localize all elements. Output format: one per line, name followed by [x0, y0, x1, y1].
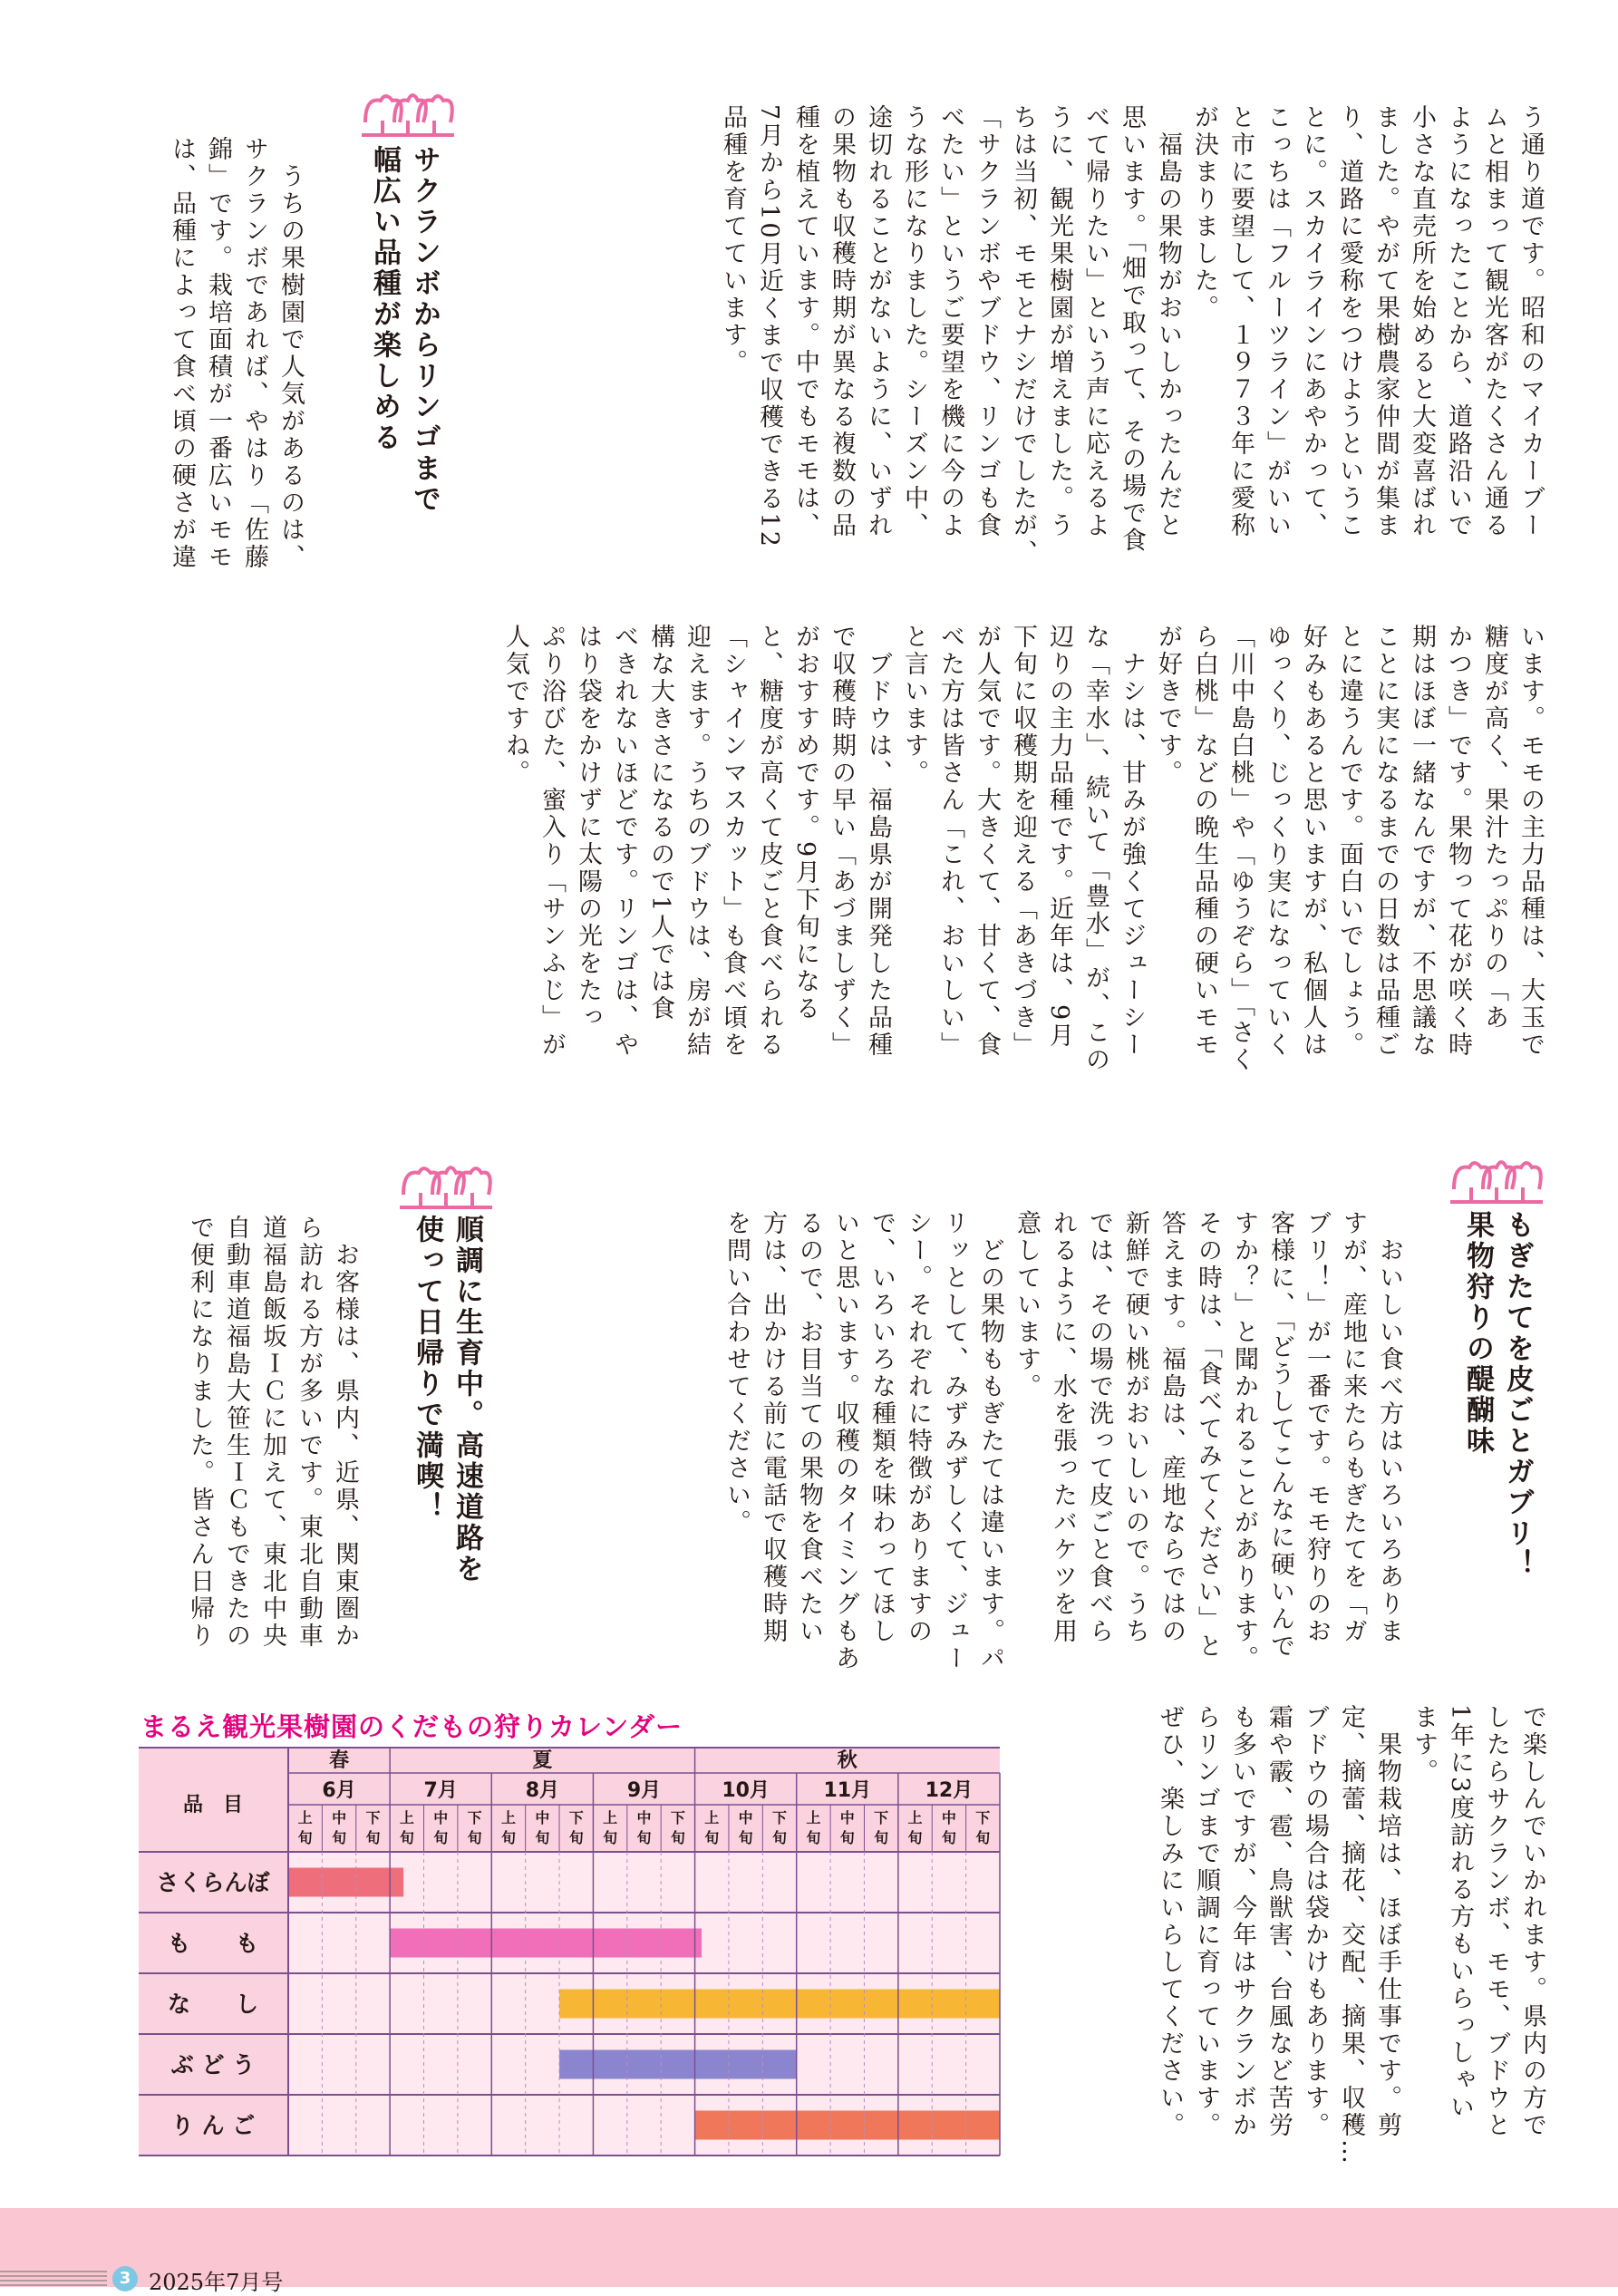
period-label: 旬: [839, 1829, 855, 1846]
harvest-bar: [559, 2050, 797, 2079]
harvest-bar: [390, 1929, 702, 1958]
issue-date: 2025年7月号: [149, 2270, 284, 2295]
period-label: 旬: [399, 1829, 414, 1846]
calendar-title: まるえ観光果樹園のくだもの狩りカレンダー: [140, 1711, 683, 1742]
period-label: 旬: [941, 1829, 956, 1846]
period-label: 旬: [806, 1829, 821, 1846]
period-label: 旬: [433, 1829, 449, 1846]
period-label: 旬: [670, 1829, 685, 1846]
period-label: 旬: [907, 1829, 923, 1846]
harvest-bar: [288, 1868, 403, 1897]
period-label: 中: [332, 1809, 347, 1826]
season-label: 夏: [532, 1749, 553, 1772]
period-label: 旬: [636, 1829, 652, 1846]
period-label: 旬: [975, 1829, 991, 1846]
article-column-6: で楽しんでいかれます。県内の方で したらサクランボ、モモ、ブドウと 1年に3度訪れる方もいらっしゃい ます。 果物栽培は、ほぼ手仕事です。剪 定、摘蕾、摘花、交配、摘果、収穫… ブドウの場合は袋かけもあります。 霜や霰、雹、鳥獣害、台風など苦労 も多いですが、今年はサクランボか らリンゴまで順調に育っています。 ぜひ、楽しみにいらしてください。: [1156, 1704, 1546, 2166]
period-label: 上: [500, 1809, 516, 1826]
period-label: 中: [535, 1809, 550, 1826]
period-label: 旬: [568, 1829, 584, 1846]
period-label: 旬: [297, 1829, 313, 1846]
page-number: 3: [112, 2266, 138, 2291]
article-column-3: います。モモの主力品種は、大玉で 糖度が高く、果汁たっぷりの「あ かつき」です。果物って花が咲く時 期はほぼ一緒なんですが、不思議な ことに実になるまでの日数は品種ご とに違うんです。面白いでしょう。 好みもあると思いますが、私個人は ゆっくり、じっくり実になっていく 「川中島白桃」や「ゆうぞら」「さく ら白桃」などの晩生品種の硬いモモ が好きです。 ナシは、甘みが強くてジューシー な「幸水」、続いて「豊水」が、この 辺りの主力品種です。近年は、9月 下旬に収穫期を迎える「あきづき」 が人気です。大きくて、甘くて、食 べた方は皆さん「これ、おいしい」 と言います。 ブドウは、福島県が開発した品種 で収穫時期の早い「あづましずく」 がおすすめです。9月下旬になる と、糖度が高くて皮ごと食べられる 「シャインマスカット」も食べ頃を 迎えます。うちのブドウは、房が結 構な大きさになるので1人では食 べきれないほどです。リンゴは、や はり袋をかけずに太陽の光をたっ ぷり浴びた、蜜入り「サンふじ」が 人気ですね。: [501, 624, 1545, 1074]
period-label: 上: [603, 1809, 618, 1826]
period-label: 下: [365, 1809, 381, 1826]
period-label: 中: [636, 1809, 652, 1826]
harvest-calendar: [139, 1748, 1000, 2176]
period-label: 中: [738, 1809, 753, 1826]
period-label: 上: [907, 1809, 923, 1826]
article-column-4: おいしい食べ方はいろいろありま すが、産地に来たらもぎたてを「ガ ブリ！」が一番です。モモ狩りのお 客様に、「どうしてこんなに硬いんで すか？」と聞かれることがあります。 その時は、「食べてみてください」と 答えます。福島は、産地ならではの 新鮮で硬い桃がおいしいので。うち では、その場で洗って皮ごと食べら れるように、水を張ったバケツを用 意しています。 どの果物ももぎたては違います。パ リッとして、みずみずしくて、ジュー シー。それぞれに特徴がありますの で、いろいろな種類を味わってほし いと思います。収穫のタイミングもあ るので、お目当ての果物を食べたい 方は、出かける前に電話で収穫時期 を問い合わせてください。: [722, 1210, 1403, 1672]
month-label: 11月: [823, 1779, 872, 1802]
item-header: 品 目: [182, 1794, 244, 1816]
period-label: 旬: [603, 1829, 618, 1846]
period-label: 下: [975, 1809, 991, 1826]
fruit-name: り ん ご: [170, 2112, 256, 2139]
period-label: 旬: [500, 1829, 516, 1846]
period-label: 下: [670, 1809, 685, 1826]
harvest-bar: [695, 2111, 1000, 2140]
period-label: 上: [806, 1809, 821, 1826]
month-label: 8月: [525, 1779, 560, 1802]
period-label: 下: [467, 1809, 482, 1826]
article-column-1: う通り道です。昭和のマイカーブー ムと相まって観光客がたくさん通る ようになったことから、道路沿いで 小さな直売所を始めると大変喜ばれ ました。やがて果樹農家仲間が集ま り、道路に愛称をつけようというこ とに。スカイラインにあやかって、 こっちは「フルーツライン」がいい と市に要望して、１９７３年に愛称 が決まりました。 福島の果物がおいしかったんだと 思います。「畑で取って、その場で食 べて帰りたい」という声に応えるよ うに、観光果樹園が増えました。う ちは当初、モモとナシだけでしたが、 「サクランボやブドウ、リンゴも食 べたい」というご要望を機に今のよ うな形になりました。シーズン中、 途切れることがないように、いずれ の果物も収穫時期が異なる複数の品 種を植えています。中でもモモは、 7月から10月近くまで収穫できる12 品種を育てています。: [719, 104, 1545, 567]
month-label: 9月: [626, 1779, 662, 1802]
period-label: 下: [772, 1809, 788, 1826]
period-label: 中: [839, 1809, 855, 1826]
period-label: 旬: [874, 1829, 889, 1846]
month-label: 10月: [722, 1779, 770, 1802]
month-label: 7月: [423, 1779, 458, 1802]
month-label: 6月: [322, 1779, 356, 1802]
article-column-2: うちの果樹園で人気があるのは、 サクランボであれば、やはり「佐藤 錦」です。栽培面積が一番広いモモ は、品種によって食べ頃の硬さが違: [168, 136, 305, 571]
harvest-bar: [559, 1990, 1000, 2019]
fruit-name: も も: [167, 1930, 259, 1957]
fruit-name: ぶ ど う: [170, 2051, 256, 2078]
season-label: 春: [329, 1749, 350, 1772]
period-label: 旬: [704, 1829, 720, 1846]
flower-ornament-icon: [1447, 1153, 1546, 1204]
flower-ornament-icon: [396, 1158, 496, 1209]
footer-lines-decoration: [0, 2269, 107, 2287]
section-heading-2: もぎたてを皮ごとガブリ！ 果物狩りの醍醐味: [1461, 1210, 1534, 1580]
period-label: 旬: [365, 1829, 381, 1846]
period-label: 旬: [467, 1829, 482, 1846]
flower-ornament-icon: [358, 86, 458, 137]
period-label: 旬: [772, 1829, 788, 1846]
period-label: 中: [941, 1809, 956, 1826]
period-label: 上: [399, 1809, 414, 1826]
fruit-name: さくらんぼ: [156, 1869, 270, 1896]
period-label: 旬: [535, 1829, 550, 1846]
section-heading-1: サクランボからリンゴまで 幅広い品種が楽しめる: [368, 145, 441, 515]
article-column-5: お客様は、県内、近県、関東圏か ら訪れる方が多いです。東北自動車 道福島飯坂ＩＣに加えて、東北中央 自動車道福島大笹生ＩＣもできたの で便利になりました。皆さん日帰り: [186, 1215, 359, 1650]
period-label: 下: [568, 1809, 584, 1826]
period-label: 下: [874, 1809, 889, 1826]
period-label: 上: [704, 1809, 720, 1826]
period-label: 上: [297, 1809, 313, 1826]
season-label: 秋: [837, 1749, 857, 1772]
fruit-name: な し: [167, 1991, 259, 2018]
period-label: 旬: [738, 1829, 753, 1846]
period-label: 旬: [332, 1829, 347, 1846]
section-heading-3: 順調に生育中。高速道路を 使って日帰りで満喫！: [411, 1215, 483, 1584]
period-label: 中: [433, 1809, 449, 1826]
month-label: 12月: [925, 1779, 974, 1802]
